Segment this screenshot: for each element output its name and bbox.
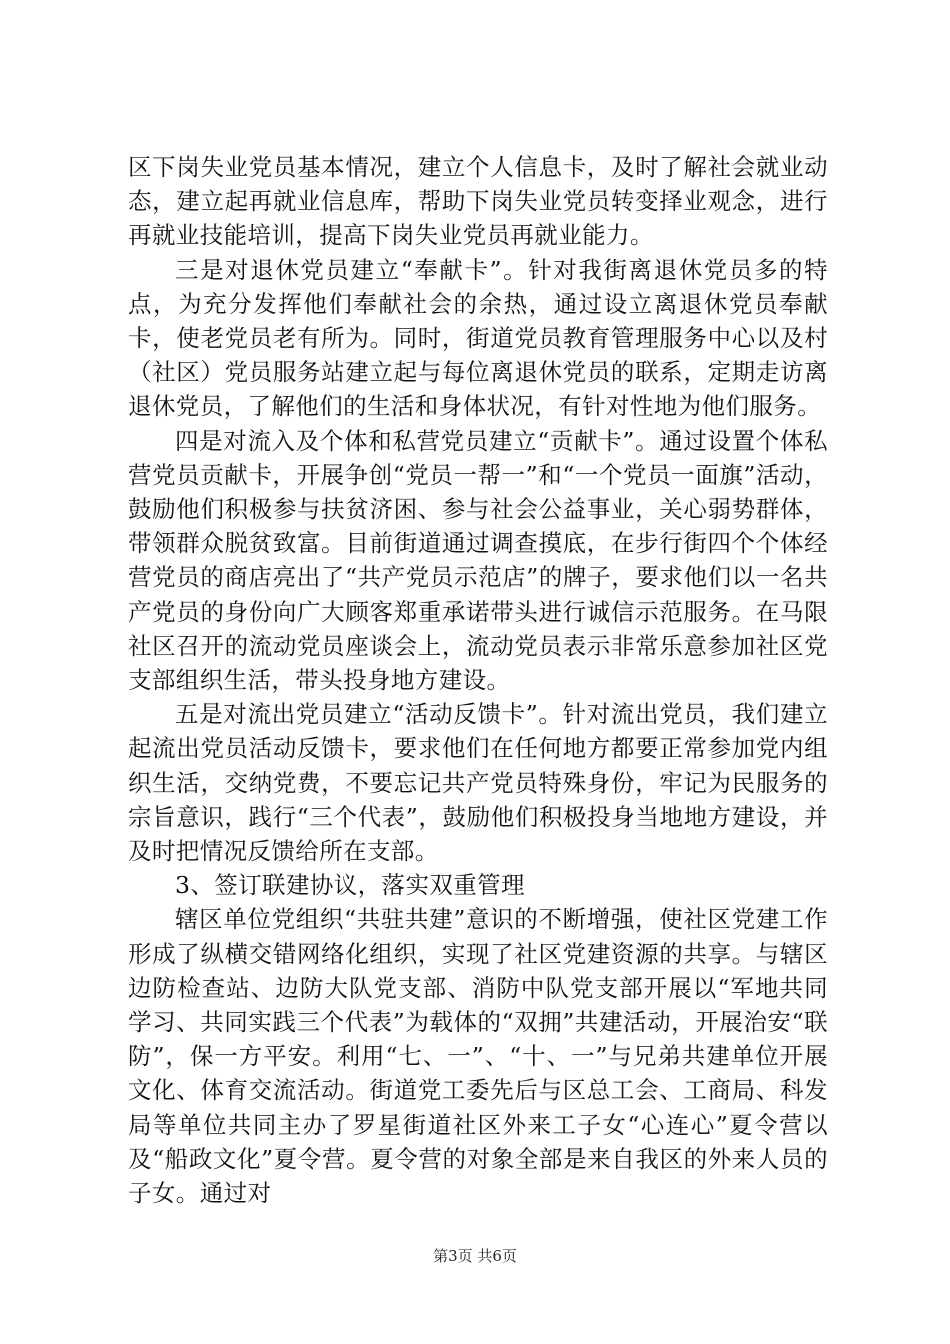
paragraph-p2: 三是对退休党员建立“奉献卡”。针对我街离退休党员多的特点，为充分发挥他们奉献社会的余热，通过设立离退休党员奉献卡，使老党员老有所为。同时，街道党员教育管理服务中心以及村（社区）党员服务站建立起与每位离退休党员的联系，定期走访离退休党员，了解他们的生活和身体状况，有针对性地为他们服务。 — [128, 255, 828, 421]
page-number: 第3页 共6页 — [433, 1247, 517, 1265]
document-body — [128, 150, 828, 1210]
paragraph-p3: 四是对流入及个体和私营党员建立“贡献卡”。通过设置个体私营党员贡献卡，开展争创“党员一帮一”和“一个党员一面旗”活动，鼓励他们积极参与扶贫济困、参与社会公益事业，关心弱势群体，带领群众脱贫致富。目前街道通过调查摸底，在步行街四个个体经营党员的商店亮出了“共产党员示范店”的牌子，要求他们以一名共产党员的身份向广大顾客郑重承诺带头进行诚信示范服务。在马限社区召开的流动党员座谈会上，流动党员表示非常乐意参加社区党支部组织生活，带头投身地方建设。 — [128, 426, 828, 695]
section-heading: 3、签订联建协议，落实双重管理 — [175, 871, 525, 900]
paragraph-p1: 区下岗失业党员基本情况，建立个人信息卡，及时了解社会就业动态，建立起再就业信息库，帮助下岗失业党员转变择业观念，进行再就业技能培训，提高下岗失业党员再就业能力。 — [128, 153, 828, 250]
paragraph-p6: 辖区单位党组织“共驻共建”意识的不断增强，使社区党建工作形成了纵横交错网络化组织，实现了社区党建资源的共享。与辖区边防检查站、边防大队党支部、消防中队党支部开展以“军地共同学习、共同实践三个代表”为载体的“双拥”共建活动，开展治安“联防”，保一方平安。利用“七、一”、“十、一”与兄弟共建单位开展文化、体育交流活动。街道党工委先后与区总工会、工商局、科发局等单位共同主办了罗星街道社区外来工子女“心连心”夏令营以及“船政文化”夏令营。夏令营的对象全部是来自我区的外来人员的子女。通过对 — [128, 905, 828, 1208]
paragraph-p4: 五是对流出党员建立“活动反馈卡”。针对流出党员，我们建立起流出党员活动反馈卡，要求他们在任何地方都要正常参加党内组织生活，交纳党费，不要忘记共产党员特殊身份，牢记为民服务的宗旨意识，践行“三个代表”，鼓励他们积极投身当地地方建设，并及时把情况反馈给所在支部。 — [128, 700, 828, 866]
